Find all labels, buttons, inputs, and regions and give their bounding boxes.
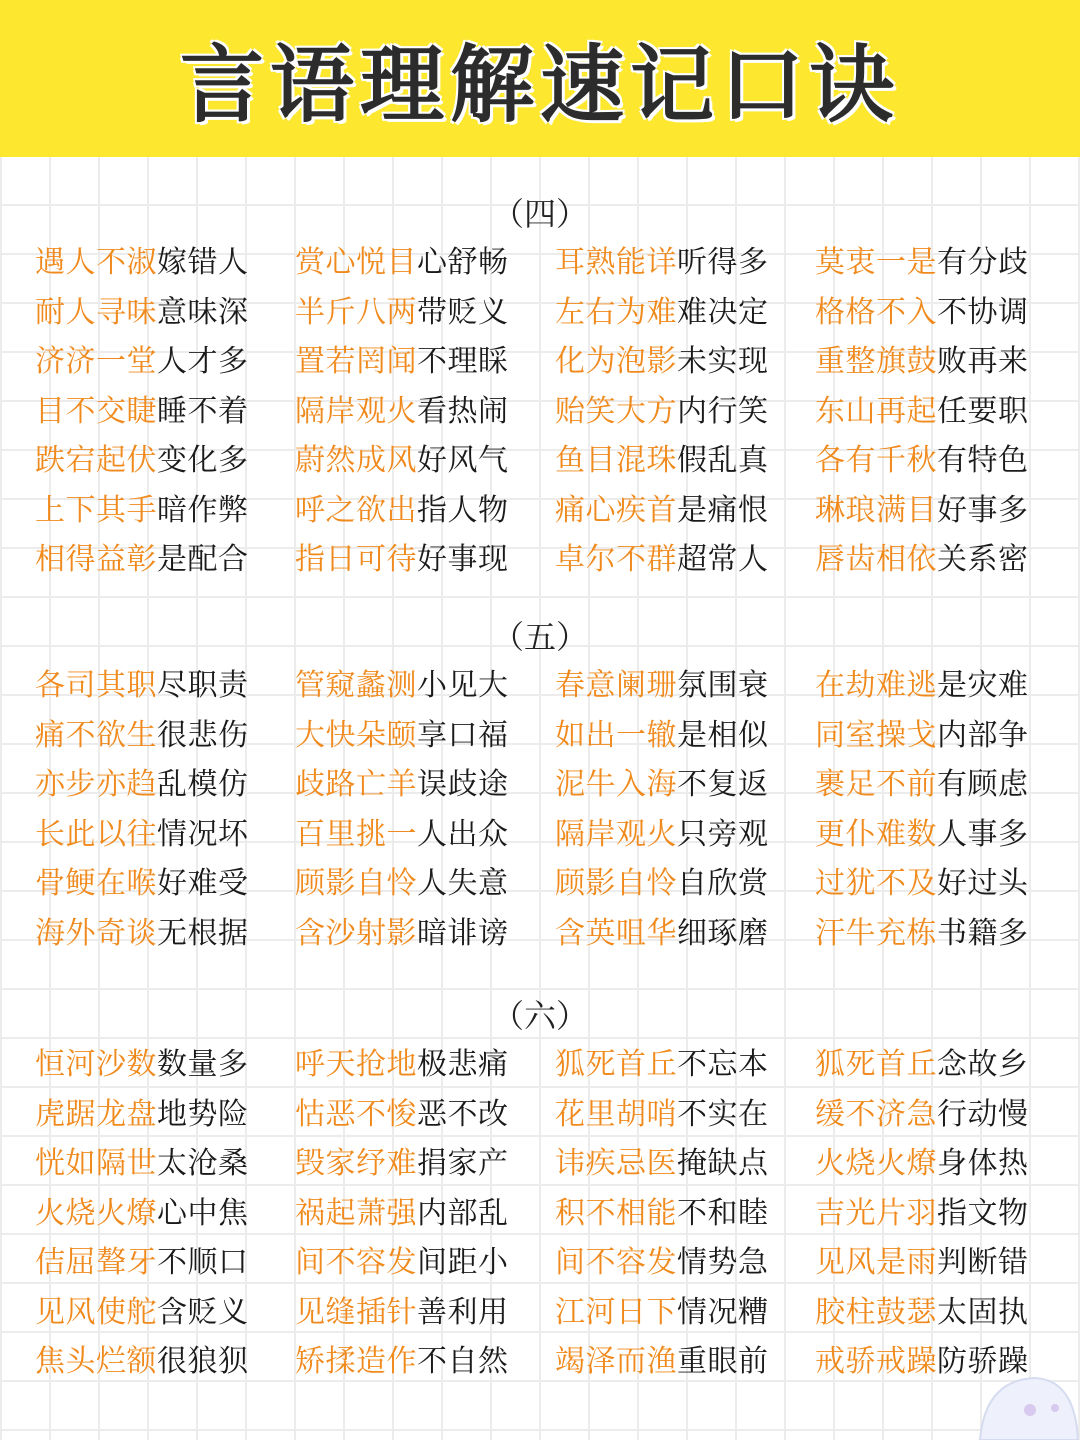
idiom-text: 火烧火燎	[35, 1195, 157, 1231]
idiom-text: 见缝插针	[295, 1294, 417, 1330]
mnemonic-entry	[555, 387, 815, 437]
idiom-text: 胶柱鼓瑟	[815, 1294, 937, 1330]
explanation-text: 地势险	[157, 1096, 249, 1132]
explanation-text: 内行笑	[677, 393, 769, 429]
mnemonic-entry	[35, 760, 295, 810]
explanation-text: 情况糟	[677, 1294, 769, 1330]
explanation-text: 身体热	[937, 1146, 1029, 1181]
mnemonic-entry	[295, 1288, 555, 1338]
mnemonic-entry	[555, 486, 815, 536]
explanation-text: 不实在	[677, 1096, 769, 1132]
idiom-text: 呼天抢地	[295, 1047, 417, 1082]
explanation-text: 是相似	[677, 717, 769, 753]
explanation-text: 书籍多	[937, 915, 1029, 951]
mnemonic-entry	[35, 859, 295, 909]
mnemonic-entry	[295, 1337, 555, 1387]
idiom-text: 贻笑大方	[555, 393, 677, 429]
mnemonic-entry	[815, 1139, 1075, 1189]
explanation-text: 重眼前	[677, 1344, 769, 1379]
idiom-text: 汗牛充栋	[815, 915, 937, 951]
explanation-text: 不协调	[937, 294, 1029, 330]
explanation-text: 很狼狈	[157, 1344, 249, 1379]
mnemonic-grid	[0, 661, 1080, 958]
mnemonic-entry	[35, 1040, 295, 1090]
idiom-text: 更仆难数	[815, 816, 937, 852]
explanation-text: 假乱真	[677, 443, 769, 478]
explanation-text: 不顺口	[157, 1245, 249, 1280]
idiom-text: 骨鲠在喉	[35, 866, 157, 901]
section-4	[0, 190, 1080, 585]
idiom-text: 鱼目混珠	[555, 443, 677, 478]
explanation-text: 乱模仿	[157, 767, 249, 802]
idiom-text: 见风使舵	[35, 1294, 157, 1330]
idiom-text: 目不交睫	[35, 393, 157, 429]
mnemonic-entry	[815, 661, 1075, 711]
explanation-text: 数量多	[157, 1047, 249, 1082]
explanation-text: 败再来	[937, 344, 1029, 379]
explanation-text: 是痛恨	[677, 492, 769, 528]
idiom-text: 如出一辙	[555, 717, 677, 753]
mnemonic-entry	[815, 859, 1075, 909]
idiom-text: 泥牛入海	[555, 767, 677, 802]
explanation-text: 氛围衰	[677, 668, 769, 703]
idiom-text: 遇人不淑	[35, 245, 157, 280]
mnemonic-entry	[35, 661, 295, 711]
explanation-text: 念故乡	[937, 1047, 1029, 1082]
explanation-text: 不自然	[417, 1344, 509, 1379]
mnemonic-entry	[815, 288, 1075, 338]
explanation-text: 小见大	[417, 668, 509, 703]
explanation-text: 享口福	[417, 717, 509, 753]
explanation-text: 人才多	[157, 344, 249, 379]
mnemonic-entry	[295, 1040, 555, 1090]
page-title: 言语理解速记口诀	[179, 36, 900, 134]
mnemonic-entry	[815, 486, 1075, 536]
explanation-text: 善利用	[417, 1294, 509, 1330]
mnemonic-entry	[295, 1238, 555, 1288]
idiom-text: 长此以往	[35, 816, 157, 852]
idiom-text: 重整旗鼓	[815, 344, 937, 379]
explanation-text: 情况坏	[157, 816, 249, 852]
idiom-text: 痛不欲生	[35, 717, 157, 753]
idiom-text: 痛心疾首	[555, 492, 677, 528]
explanation-text: 是配合	[157, 542, 249, 577]
explanation-text: 有特色	[937, 443, 1029, 478]
mnemonic-entry	[35, 436, 295, 486]
mnemonic-grid	[0, 1040, 1080, 1387]
idiom-text: 海外奇谈	[35, 915, 157, 951]
idiom-text: 矫揉造作	[295, 1344, 417, 1379]
idiom-text: 同室操戈	[815, 717, 937, 753]
mnemonic-entry	[35, 535, 295, 585]
idiom-text: 耳熟能详	[555, 245, 677, 280]
explanation-text: 不忘本	[677, 1047, 769, 1082]
explanation-text: 好事多	[937, 492, 1029, 528]
mnemonic-entry	[35, 486, 295, 536]
explanation-text: 意味深	[157, 294, 249, 330]
idiom-text: 呼之欲出	[295, 492, 417, 528]
idiom-text: 江河日下	[555, 1294, 677, 1330]
mnemonic-entry	[35, 1090, 295, 1140]
explanation-text: 听得多	[677, 245, 769, 280]
idiom-text: 在劫难逃	[815, 668, 937, 703]
explanation-text: 好难受	[157, 866, 249, 901]
mnemonic-entry	[35, 387, 295, 437]
idiom-text: 各司其职	[35, 668, 157, 703]
mnemonic-entry	[815, 909, 1075, 959]
idiom-text: 指日可待	[295, 542, 417, 577]
explanation-text: 误歧途	[417, 767, 509, 802]
idiom-text: 亦步亦趋	[35, 767, 157, 802]
mnemonic-entry	[295, 909, 555, 959]
idiom-text: 狐死首丘	[815, 1047, 937, 1082]
mnemonic-entry	[815, 760, 1075, 810]
explanation-text: 有分歧	[937, 245, 1029, 280]
mnemonic-entry	[815, 810, 1075, 860]
explanation-text: 恶不改	[417, 1096, 509, 1132]
mnemonic-entry	[35, 238, 295, 288]
explanation-text: 是灾难	[937, 668, 1029, 703]
idiom-text: 相得益彰	[35, 542, 157, 577]
mnemonic-entry	[555, 1238, 815, 1288]
idiom-text: 竭泽而渔	[555, 1344, 677, 1379]
mnemonic-entry	[295, 486, 555, 536]
mnemonic-entry	[295, 535, 555, 585]
mnemonic-entry	[35, 1139, 295, 1189]
mnemonic-entry	[555, 1090, 815, 1140]
mnemonic-entry	[295, 810, 555, 860]
mnemonic-entry	[295, 711, 555, 761]
header-banner	[0, 0, 1080, 157]
idiom-text: 佶屈聱牙	[35, 1245, 157, 1280]
idiom-text: 琳琅满目	[815, 492, 937, 528]
explanation-text: 太沧桑	[157, 1146, 249, 1181]
idiom-text: 虎踞龙盘	[35, 1096, 157, 1132]
explanation-text: 看热闹	[417, 393, 509, 429]
idiom-text: 跌宕起伏	[35, 443, 157, 478]
explanation-text: 睡不着	[157, 393, 249, 429]
explanation-text: 人出众	[417, 816, 509, 852]
idiom-text: 毁家纾难	[295, 1146, 417, 1181]
mnemonic-entry	[815, 1238, 1075, 1288]
idiom-text: 蔚然成风	[295, 443, 417, 478]
idiom-text: 顾影自怜	[555, 866, 677, 901]
explanation-text: 心舒畅	[417, 245, 509, 280]
idiom-text: 焦头烂额	[35, 1344, 157, 1379]
mnemonic-entry	[555, 288, 815, 338]
mnemonic-entry	[555, 1040, 815, 1090]
explanation-text: 自欣赏	[677, 866, 769, 901]
mnemonic-entry	[555, 661, 815, 711]
explanation-text: 未实现	[677, 344, 769, 379]
mnemonic-entry	[555, 760, 815, 810]
explanation-text: 暗诽谤	[417, 915, 509, 951]
mnemonic-entry	[35, 1189, 295, 1239]
explanation-text: 好事现	[417, 542, 509, 577]
explanation-text: 无根据	[157, 915, 249, 951]
mnemonic-entry	[295, 436, 555, 486]
idiom-text: 含沙射影	[295, 915, 417, 951]
explanation-text: 人事多	[937, 816, 1029, 852]
idiom-text: 祸起萧强	[295, 1195, 417, 1231]
section-heading: （四）	[491, 195, 588, 233]
idiom-text: 唇齿相依	[815, 542, 937, 577]
explanation-text: 有顾虑	[937, 767, 1029, 802]
mnemonic-entry	[35, 1337, 295, 1387]
section-heading: （六）	[491, 997, 588, 1035]
mnemonic-entry	[555, 810, 815, 860]
mnemonic-entry	[555, 909, 815, 959]
explanation-text: 指文物	[937, 1195, 1029, 1231]
idiom-text: 置若罔闻	[295, 344, 417, 379]
explanation-text: 内部乱	[417, 1195, 509, 1231]
mnemonic-entry	[815, 1040, 1075, 1090]
explanation-text: 内部争	[937, 717, 1029, 753]
cartoon-mascot-icon	[960, 1360, 1080, 1440]
explanation-text: 间距小	[417, 1245, 509, 1280]
explanation-text: 情势急	[677, 1245, 769, 1280]
idiom-text: 花里胡哨	[555, 1096, 677, 1132]
explanation-text: 太固执	[937, 1294, 1029, 1330]
idiom-text: 狐死首丘	[555, 1047, 677, 1082]
idiom-text: 缓不济急	[815, 1096, 937, 1132]
explanation-text: 不理睬	[417, 344, 509, 379]
explanation-text: 掩缺点	[677, 1146, 769, 1181]
mnemonic-entry	[815, 711, 1075, 761]
explanation-text: 很悲伤	[157, 717, 249, 753]
mnemonic-entry	[815, 436, 1075, 486]
idiom-text: 讳疾忌医	[555, 1146, 677, 1181]
explanation-text: 变化多	[157, 443, 249, 478]
idiom-text: 积不相能	[555, 1195, 677, 1231]
idiom-text: 间不容发	[555, 1245, 677, 1280]
idiom-text: 各有千秋	[815, 443, 937, 478]
explanation-text: 超常人	[677, 542, 769, 577]
mnemonic-entry	[815, 387, 1075, 437]
idiom-text: 春意阑珊	[555, 668, 677, 703]
mnemonic-entry	[555, 337, 815, 387]
mnemonic-entry	[35, 1238, 295, 1288]
explanation-text: 细琢磨	[677, 915, 769, 951]
mnemonic-entry	[815, 1189, 1075, 1239]
idiom-text: 歧路亡羊	[295, 767, 417, 802]
explanation-text: 捐家产	[417, 1146, 509, 1181]
idiom-text: 百里挑一	[295, 816, 417, 852]
mnemonic-entry	[555, 1189, 815, 1239]
explanation-text: 任要职	[937, 393, 1029, 429]
mnemonic-entry	[555, 1139, 815, 1189]
idiom-text: 济济一堂	[35, 344, 157, 379]
mnemonic-entry	[815, 1090, 1075, 1140]
idiom-text: 隔岸观火	[295, 393, 417, 429]
idiom-text: 莫衷一是	[815, 245, 937, 280]
idiom-text: 东山再起	[815, 393, 937, 429]
explanation-text: 尽职责	[157, 668, 249, 703]
idiom-text: 格格不入	[815, 294, 937, 330]
mnemonic-entry	[295, 288, 555, 338]
mnemonic-entry	[295, 859, 555, 909]
mnemonic-entry	[815, 1288, 1075, 1338]
idiom-text: 戒骄戒躁	[815, 1344, 937, 1379]
mnemonic-entry	[295, 760, 555, 810]
idiom-text: 半斤八两	[295, 294, 417, 330]
mnemonic-entry	[35, 288, 295, 338]
mnemonic-grid	[0, 238, 1080, 585]
mnemonic-entry	[555, 711, 815, 761]
idiom-text: 过犹不及	[815, 866, 937, 901]
mnemonic-entry	[555, 859, 815, 909]
idiom-text: 左右为难	[555, 294, 677, 330]
idiom-text: 怙恶不悛	[295, 1096, 417, 1132]
idiom-text: 火烧火燎	[815, 1146, 937, 1181]
explanation-text: 行动慢	[937, 1096, 1029, 1132]
explanation-text: 心中焦	[157, 1195, 249, 1231]
idiom-text: 间不容发	[295, 1245, 417, 1280]
explanation-text: 嫁错人	[157, 245, 249, 280]
mnemonic-entry	[295, 238, 555, 288]
mnemonic-entry	[295, 337, 555, 387]
explanation-text: 指人物	[417, 492, 509, 528]
explanation-text: 含贬义	[157, 1294, 249, 1330]
mnemonic-entry	[295, 1139, 555, 1189]
section-5	[0, 613, 1080, 958]
mnemonic-entry	[555, 1288, 815, 1338]
idiom-text: 大快朵颐	[295, 717, 417, 753]
idiom-text: 恒河沙数	[35, 1047, 157, 1082]
idiom-text: 上下其手	[35, 492, 157, 528]
mnemonic-entry	[295, 1189, 555, 1239]
section-heading: （五）	[491, 618, 588, 656]
idiom-text: 耐人寻味	[35, 294, 157, 330]
mnemonic-entry	[555, 238, 815, 288]
mnemonic-entry	[35, 810, 295, 860]
mnemonic-entry	[295, 1090, 555, 1140]
explanation-text: 好风气	[417, 443, 509, 478]
idiom-text: 含英咀华	[555, 915, 677, 951]
mnemonic-entry	[555, 436, 815, 486]
mnemonic-entry	[815, 535, 1075, 585]
explanation-text: 人失意	[417, 866, 509, 901]
section-6	[0, 992, 1080, 1387]
idiom-text: 见风是雨	[815, 1245, 937, 1280]
explanation-text: 极悲痛	[417, 1047, 509, 1082]
explanation-text: 好过头	[937, 866, 1029, 901]
mnemonic-entry	[815, 337, 1075, 387]
explanation-text: 防骄躁	[937, 1344, 1029, 1379]
mnemonic-entry	[35, 1288, 295, 1338]
idiom-text: 管窥蠡测	[295, 668, 417, 703]
explanation-text: 判断错	[937, 1245, 1029, 1280]
mnemonic-entry	[815, 238, 1075, 288]
explanation-text: 只旁观	[677, 816, 769, 852]
idiom-text: 隔岸观火	[555, 816, 677, 852]
mnemonic-entry	[555, 535, 815, 585]
mnemonic-entry	[295, 387, 555, 437]
explanation-text: 不和睦	[677, 1195, 769, 1231]
mnemonic-entry	[35, 337, 295, 387]
idiom-text: 恍如隔世	[35, 1146, 157, 1181]
explanation-text: 难决定	[677, 294, 769, 330]
explanation-text: 带贬义	[417, 294, 509, 330]
mnemonic-entry	[35, 711, 295, 761]
explanation-text: 不复返	[677, 767, 769, 802]
explanation-text: 暗作弊	[157, 492, 249, 528]
idiom-text: 化为泡影	[555, 344, 677, 379]
mnemonic-entry	[295, 661, 555, 711]
idiom-text: 裹足不前	[815, 767, 937, 802]
idiom-text: 卓尔不群	[555, 542, 677, 577]
mnemonic-entry	[555, 1337, 815, 1387]
mnemonic-entry	[35, 909, 295, 959]
idiom-text: 吉光片羽	[815, 1195, 937, 1231]
idiom-text: 顾影自怜	[295, 866, 417, 901]
explanation-text: 关系密	[937, 542, 1029, 577]
idiom-text: 赏心悦目	[295, 245, 417, 280]
